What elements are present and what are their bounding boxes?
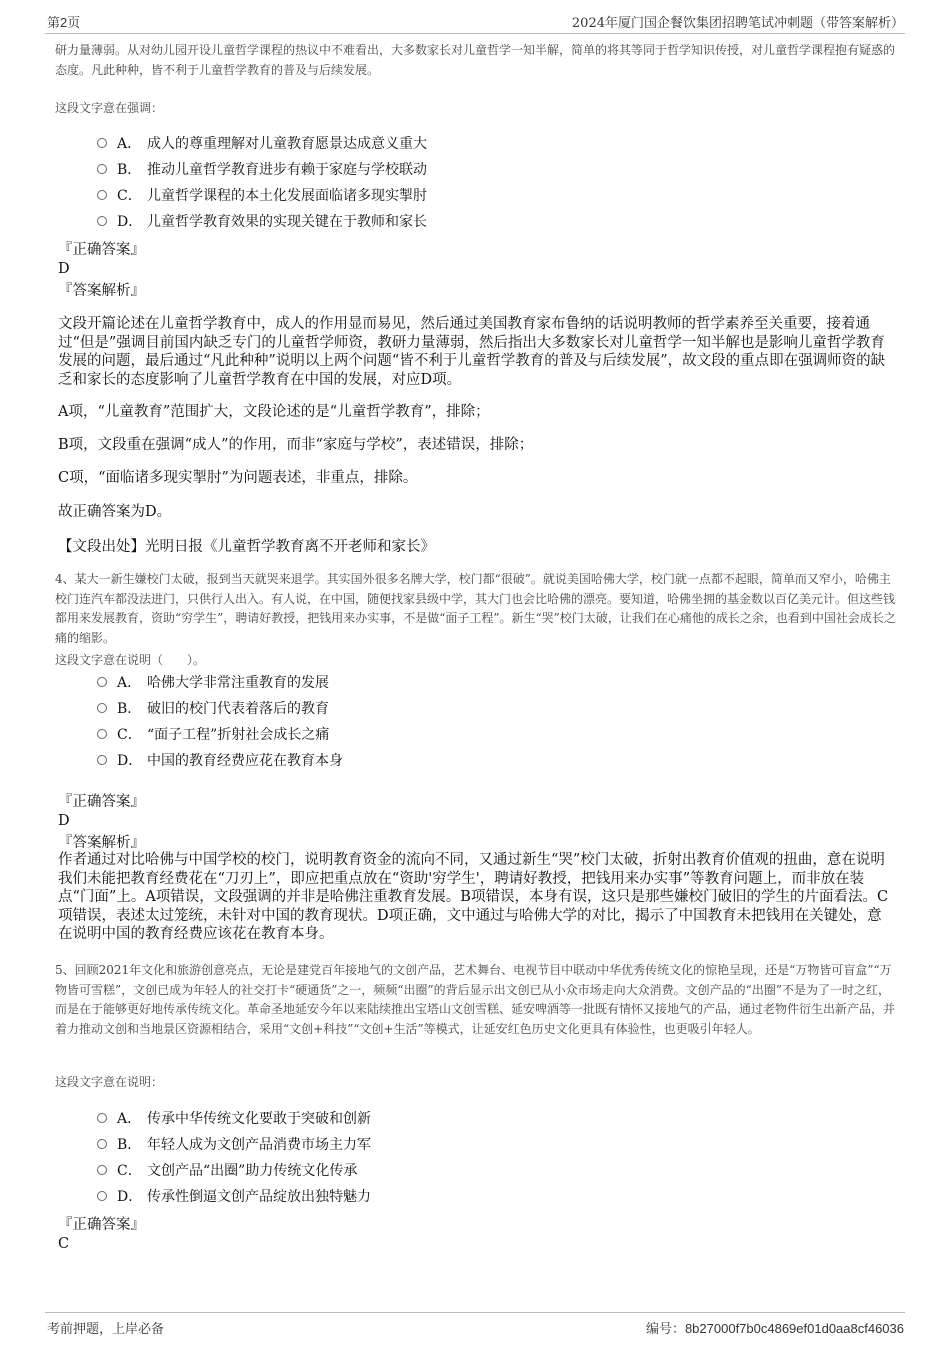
option-letter: A．	[117, 136, 142, 152]
q4-analysis-label: 『答案解析』	[58, 835, 145, 851]
q4-option-c[interactable]	[97, 725, 329, 745]
q5-answer-label: 『正确答案』	[58, 1217, 145, 1233]
q4-answer-label: 『正确答案』	[58, 794, 145, 810]
document-code	[646, 1318, 904, 1337]
option-letter: A．	[117, 675, 142, 691]
q4-stem: 这段文字意在说明（ ）。	[55, 653, 206, 667]
q5-stem: 这段文字意在说明：	[55, 1075, 164, 1089]
option-text: 哈佛大学非常注重教育的发展	[147, 675, 329, 691]
option-text: 中国的教育经费应花在教育本身	[147, 753, 343, 769]
option-text: 传承性倒逼文创产品绽放出独特魅力	[147, 1189, 371, 1205]
option-letter: B．	[117, 162, 142, 178]
radio-icon[interactable]	[97, 216, 107, 226]
option-text: 年轻人成为文创产品消费市场主力军	[147, 1137, 371, 1153]
page-number: 第2页	[47, 15, 81, 30]
q4-analysis: 作者通过对比哈佛与中国学校的校门，说明教育资金的流向不同，又通过新生“哭”校门太破，折射出教育价值观的扭曲，意在说明我们未能把教育经费花在“刀刃上”，即应把重点放在“资助'穷学生'，聘请好教授，把钱用来办实事”等教育问题上，而非放在装点“门面”上。A项错误，文段强调的并非是哈佛注重教育发展。B项错误，本身有误，这只是那些嫌校门破旧的学生的片面看法。C项错误，表述太过笼统，未针对中国的教育现状。D项正确，文中通过与哈佛大学的对比，揭示了中国教育未把钱用在关键处，意在说明中国的教育经费应该花在教育本身。	[58, 852, 889, 942]
option-text: 儿童哲学课程的本土化发展面临诸多现实掣肘	[147, 188, 427, 204]
q4-option-b[interactable]	[97, 699, 329, 719]
option-letter: D．	[117, 1189, 143, 1205]
q3-answer: D	[58, 261, 70, 277]
q3-analysis-main: 文段开篇论述在儿童哲学教育中，成人的作用显而易见，然后通过美国教育家布鲁纳的话说明教师的哲学素养至关重要，接着通过“但是”强调目前国内缺乏专门的儿童哲学师资，教研力量薄弱，然后指出大多数家长对儿童哲学一知半解也是影响儿童哲学教育发展的问题，最后通过“凡此种种”说明以上两个问题“皆不利于儿童哲学教育的普及与后续发展”，故文段的重点即在强调师资的缺乏和家长的态度影响了儿童哲学教育在中国的发展，对应D项。	[58, 316, 886, 388]
radio-icon[interactable]	[97, 164, 107, 174]
code-value: 8b27000f7b0c4869ef01d0aa8cf46036	[684, 1321, 904, 1336]
footer-divider	[45, 1312, 905, 1313]
radio-icon[interactable]	[97, 1165, 107, 1175]
radio-icon[interactable]	[97, 190, 107, 200]
option-letter: B．	[117, 1137, 142, 1153]
option-text: 推动儿童哲学教育进步有赖于家庭与学校联动	[147, 162, 427, 178]
header-divider	[45, 33, 905, 34]
q5-option-c[interactable]	[97, 1161, 357, 1181]
radio-icon[interactable]	[97, 1191, 107, 1201]
radio-icon[interactable]	[97, 755, 107, 765]
option-text: “面子工程”折射社会成长之痛	[147, 727, 330, 743]
q4-option-a[interactable]	[97, 673, 329, 693]
option-letter: C．	[117, 188, 142, 204]
q5-option-b[interactable]	[97, 1135, 371, 1155]
q4-answer: D	[58, 813, 70, 829]
q3-analysis-b: B项，文段重在强调“成人”的作用，而非“家庭与学校”，表述错误，排除；	[58, 437, 534, 453]
q3-passage-tail: 研力量薄弱。从对幼儿园开设儿童哲学课程的热议中不难看出，大多数家长对儿童哲学一知半解，简单的将其等同于哲学知识传授，对儿童哲学课程抱有疑惑的态度。凡此种种，皆不利于儿童哲学教育的普及与后续发展。	[55, 43, 896, 77]
option-text: 儿童哲学教育效果的实现关键在于教师和家长	[147, 214, 427, 230]
q5-passage: 5、回顾2021年文化和旅游创意亮点，无论是建党百年接地气的文创产品，艺术舞台、电视节目中联动中华优秀传统文化的惊艳呈现，还是“万物皆可盲盒”“万物皆可雪糕”，文创已成为年轻人的社交打卡“硬通货”之一，频频“出圈”的背后显示出文创已从小众市场走向大众消费。文创产品的“出圈”不是为了一时之红，而是在于能够更好地传承传统文化。革命圣地延安今年以来陆续推出宝塔山文创雪糕、延安啤酒等一批既有情怀又接地气的产品，通过老物件衍生出新产品，并着力推动文创和当地景区资源相结合，采用“文创+科技”“文创+生活”等模式，让延安红色历史文化更具有体验性，也更吸引年轻人。	[55, 963, 896, 1036]
radio-icon[interactable]	[97, 1113, 107, 1123]
q4-option-d[interactable]	[97, 751, 343, 771]
option-text: 传承中华传统文化要敢于突破和创新	[147, 1111, 371, 1127]
option-letter: B．	[117, 701, 142, 717]
radio-icon[interactable]	[97, 703, 107, 713]
option-text: 成人的尊重理解对儿童教育愿景达成意义重大	[147, 136, 427, 152]
option-letter: A．	[117, 1111, 142, 1127]
option-letter: C．	[117, 1163, 142, 1179]
q5-answer: C	[58, 1236, 70, 1252]
radio-icon[interactable]	[97, 138, 107, 148]
document-title: 2024年厦门国企餐饮集团招聘笔试冲刺题（带答案解析）	[571, 16, 904, 31]
q5-option-a[interactable]	[97, 1109, 371, 1129]
footer-slogan: 考前押题，上岸必备	[47, 1322, 165, 1337]
radio-icon[interactable]	[97, 677, 107, 687]
q3-option-d[interactable]	[97, 212, 427, 232]
q3-source: 【文段出处】光明日报《儿童哲学教育离不开老师和家长》	[58, 539, 435, 555]
q3-option-b[interactable]	[97, 160, 427, 180]
q3-option-c[interactable]	[97, 186, 427, 206]
q3-answer-label: 『正确答案』	[58, 242, 145, 258]
option-letter: D．	[117, 214, 143, 230]
radio-icon[interactable]	[97, 729, 107, 739]
q3-stem: 这段文字意在强调：	[55, 101, 164, 115]
q5-option-d[interactable]	[97, 1187, 371, 1207]
q3-analysis-conclusion: 故正确答案为D。	[58, 504, 172, 520]
radio-icon[interactable]	[97, 1139, 107, 1149]
code-label: 编号：	[645, 1321, 685, 1336]
option-text: 文创产品“出圈”助力传统文化传承	[147, 1163, 358, 1179]
q4-passage: 4、某大一新生嫌校门太破，报到当天就哭来退学。其实国外很多名牌大学，校门都“很破”。就说美国哈佛大学，校门就一点都不起眼，简单而又窄小，哈佛主校门连汽车都没法进门，只供行人出入。有人说，在中国，随便找家县级中学，其大门也会比哈佛的漂亮。要知道，哈佛坐拥的基金数以百亿美元计。但这些钱都用来发展教育，资助“穷学生”，聘请好教授，把钱用来办实事，不是做“面子工程”。新生“哭”校门太破，让我们在心痛他的成长之余，也看到中国社会成长之痛的缩影。	[55, 572, 896, 645]
q3-option-a[interactable]	[97, 134, 427, 154]
q3-analysis-a: A项，“儿童教育”范围扩大，文段论述的是“儿童哲学教育”，排除；	[58, 404, 490, 420]
q3-analysis-c: C项，“面临诸多现实掣肘”为问题表述，非重点，排除。	[58, 470, 418, 486]
option-letter: D．	[117, 753, 143, 769]
q3-analysis-label: 『答案解析』	[58, 283, 145, 299]
option-text: 破旧的校门代表着落后的教育	[147, 701, 329, 717]
option-letter: C．	[117, 727, 142, 743]
